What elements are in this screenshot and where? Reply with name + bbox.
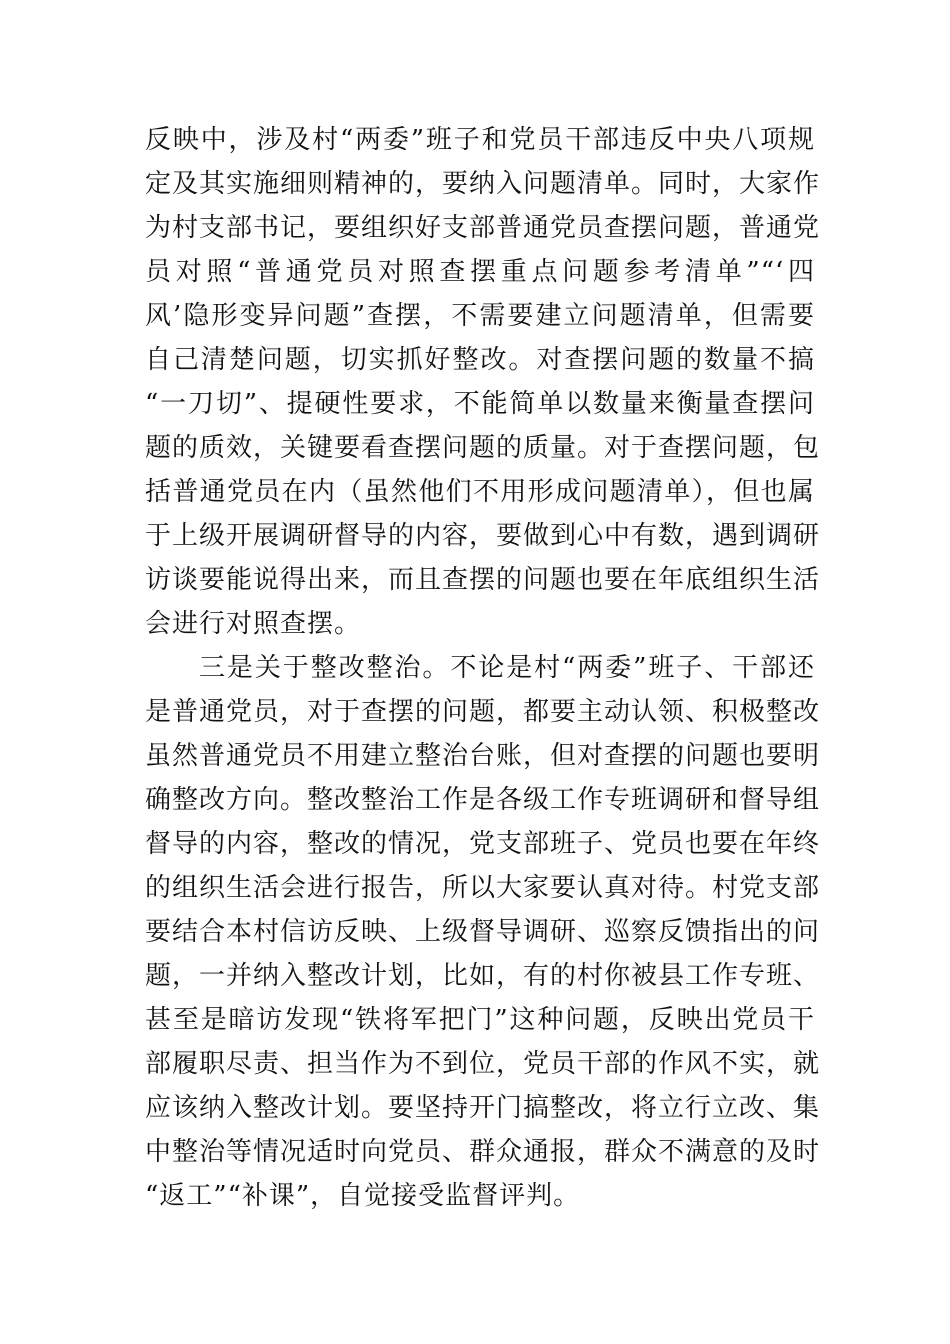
text-line: 定及其实施细则精神的，要纳入问题清单。同时，大家作 [145, 169, 821, 199]
text-line: “一刀切”、提硬性要求，不能简单以数量来衡量查摆问 [145, 389, 815, 419]
text-line: 要结合本村信访反映、上级督导调研、巡察反馈指出的问 [145, 917, 821, 947]
text-line: 反映中，涉及村“两委”班子和党员干部违反中央八项规 [145, 125, 815, 155]
text-line: 自己清楚问题，切实抓好整改。对查摆问题的数量不搞 [145, 345, 815, 375]
text-line: 是普通党员，对于查摆的问题，都要主动认领、积极整改 [145, 697, 821, 727]
text-line: 督导的内容，整改的情况，党支部班子、党员也要在年终 [145, 829, 821, 859]
text-line: 于上级开展调研督导的内容，要做到心中有数，遇到调研 [145, 521, 821, 551]
text-line: 应该纳入整改计划。要坚持开门搞整改，将立行立改、集 [145, 1093, 821, 1123]
text-line: 确整改方向。整改整治工作是各级工作专班调研和督导组 [145, 785, 821, 815]
text-line: “返工”“补课”，自觉接受监督评判。 [145, 1181, 581, 1211]
text-line: 题的质效，关键要看查摆问题的质量。对于查摆问题，包 [145, 433, 821, 463]
text-line: 风’隐形变异问题”查摆，不需要建立问题清单，但需要 [145, 301, 815, 331]
text-line: 括普通党员在内（虽然他们不用形成问题清单），但也属 [145, 477, 815, 507]
text-line: 部履职尽责、担当作为不到位，党员干部的作风不实，就 [145, 1049, 821, 1079]
text-line: 会进行对照查摆。 [145, 609, 362, 639]
document-body [145, 118, 821, 1218]
paragraph-2 [145, 646, 821, 1218]
text-line: 为村支部书记，要组织好支部普通党员查摆问题，普通党 [145, 213, 821, 243]
text-line: 虽然普通党员不用建立整治台账，但对查摆的问题也要明 [145, 741, 821, 771]
text-line: 员对照“普通党员对照查摆重点问题参考清单”“‘四 [145, 257, 815, 287]
text-line: 中整治等情况适时向党员、群众通报，群众不满意的及时 [145, 1137, 821, 1167]
paragraph-1 [145, 118, 821, 646]
text-line: 题，一并纳入整改计划，比如，有的村你被县工作专班、 [145, 961, 821, 991]
text-line: 三是关于整改整治。不论是村“两委”班子、干部还 [199, 653, 815, 683]
text-line: 访谈要能说得出来，而且查摆的问题也要在年底组织生活 [145, 565, 821, 595]
text-line: 甚至是暗访发现“铁将军把门”这种问题，反映出党员干 [145, 1005, 815, 1035]
text-line: 的组织生活会进行报告，所以大家要认真对待。村党支部 [145, 873, 821, 903]
